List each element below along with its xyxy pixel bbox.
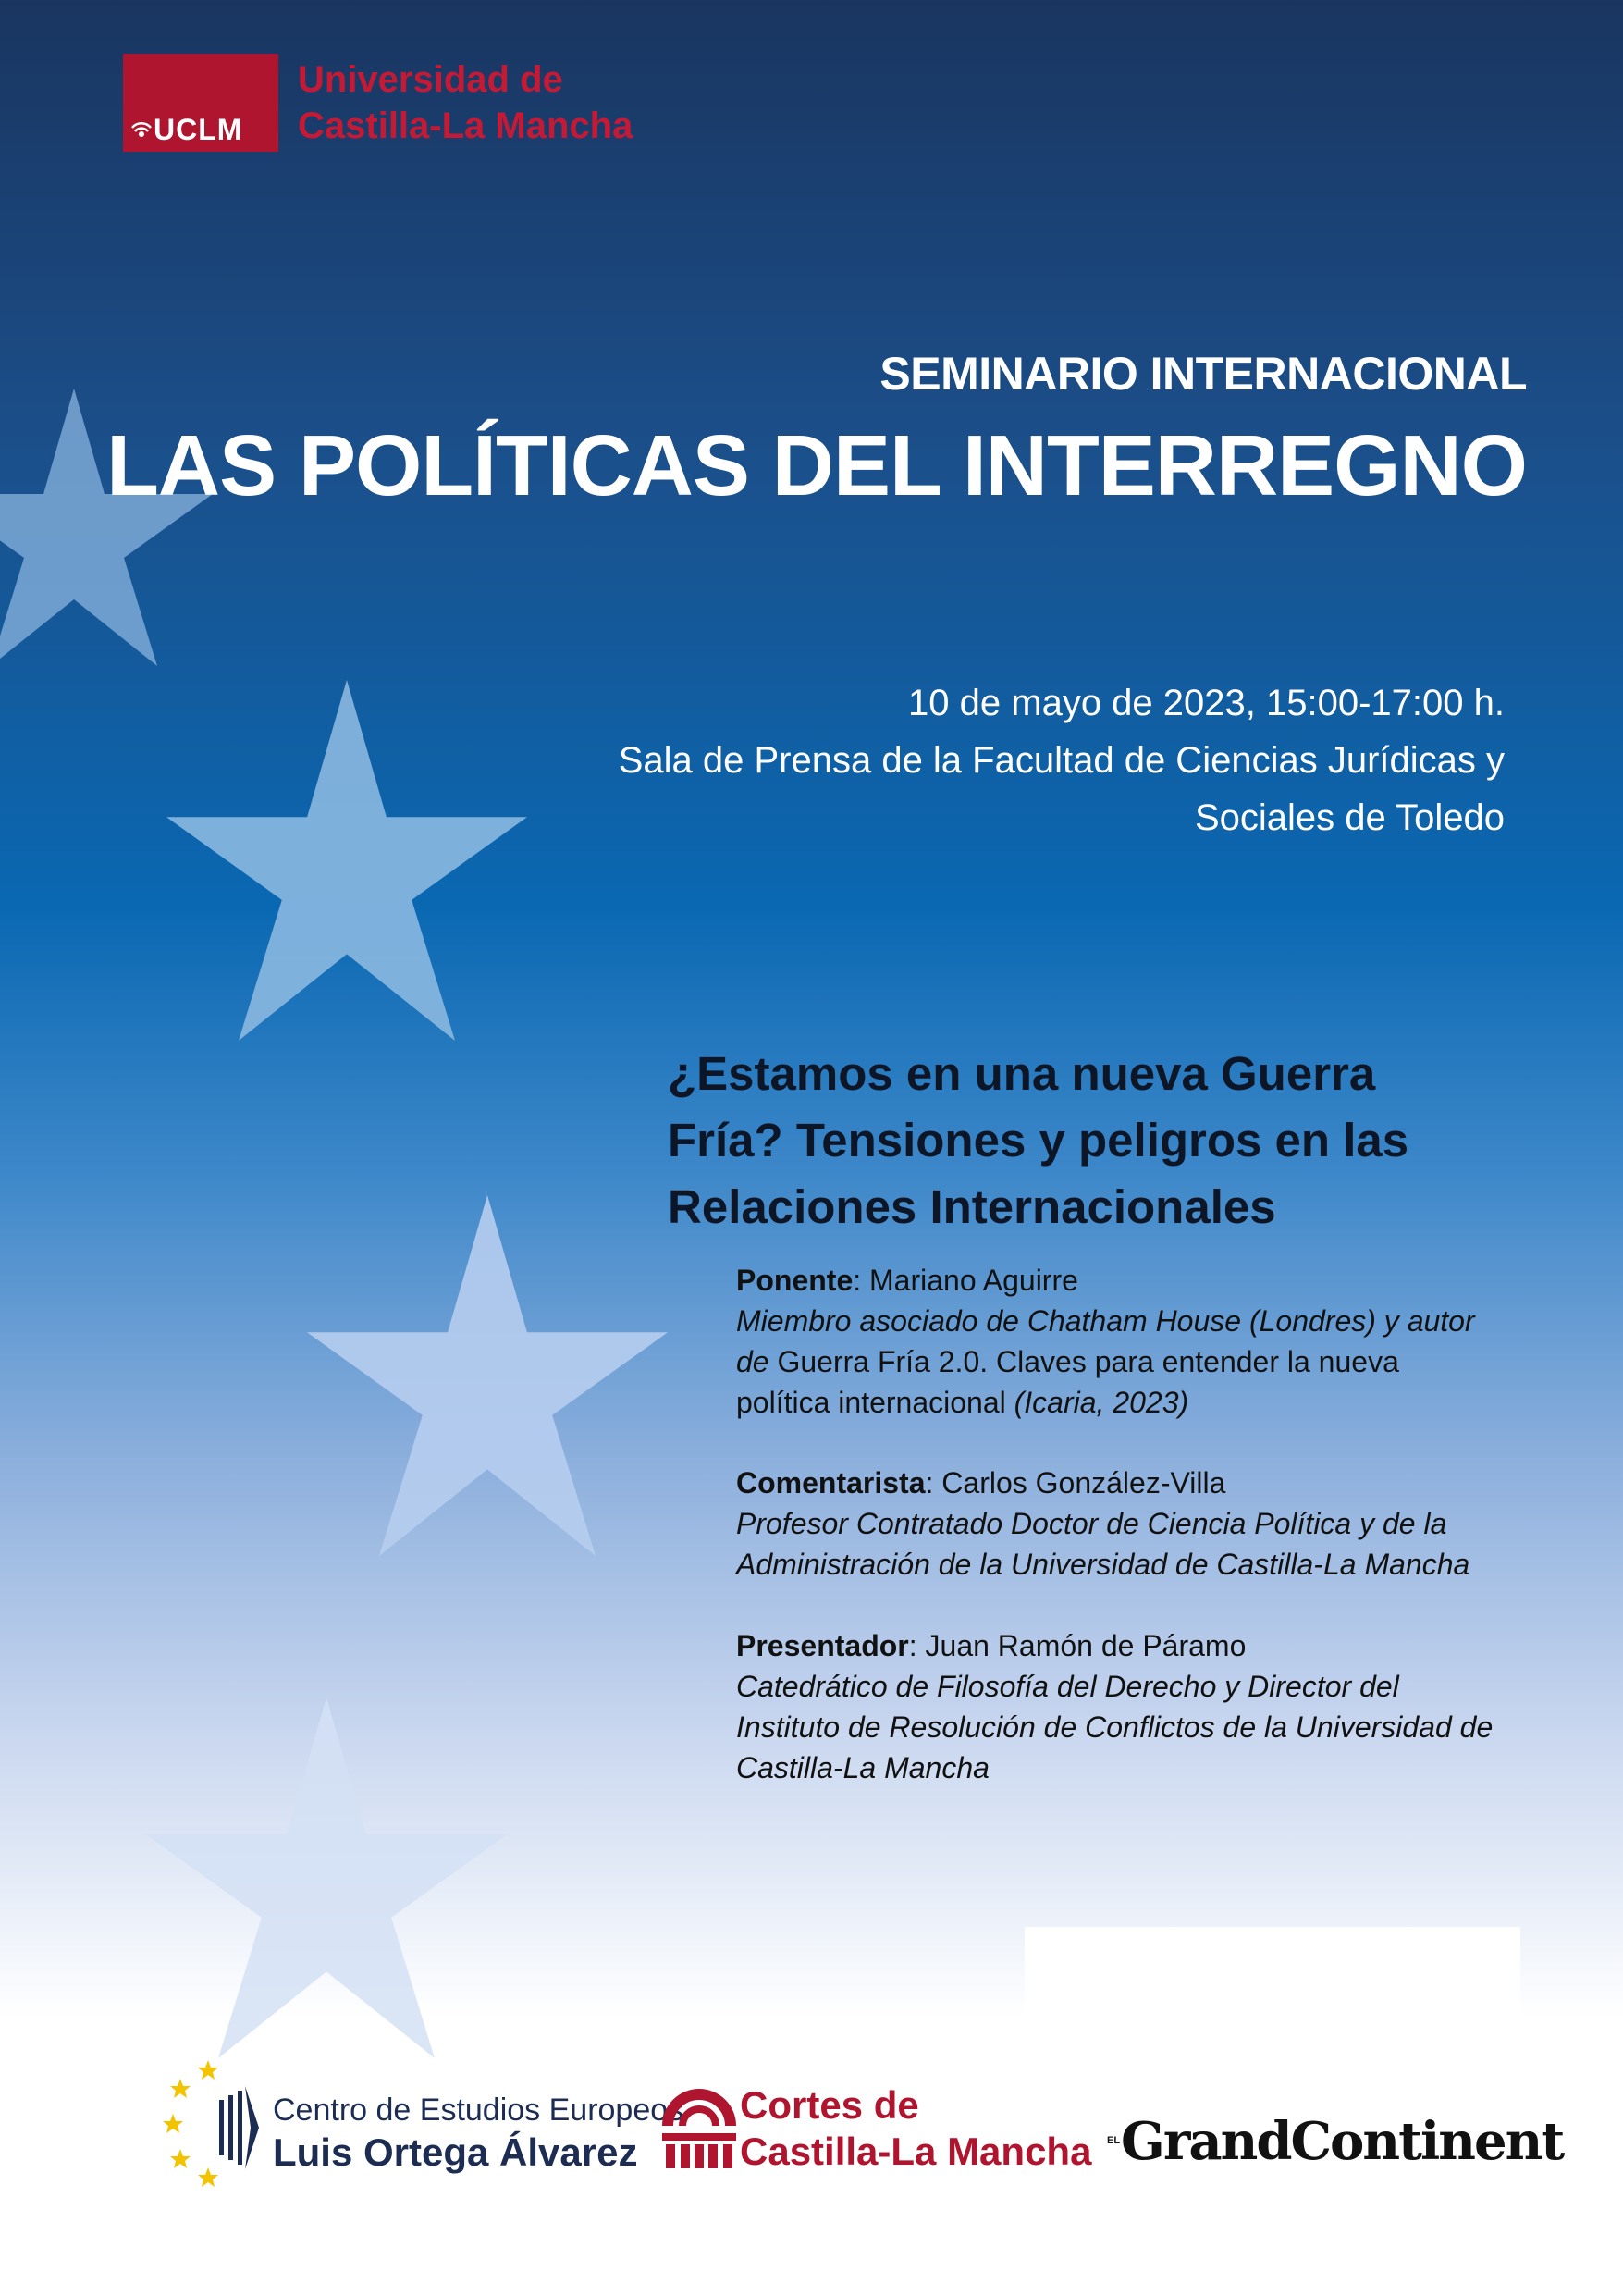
ponente-role: Ponente	[736, 1264, 854, 1297]
presentador-name: : Juan Ramón de Páramo	[908, 1629, 1247, 1662]
star-icon	[137, 1697, 516, 2058]
comentarista-line1: Profesor Contratado Doctor de Ciencia Política y de la	[736, 1507, 1447, 1540]
comentarista-line2: Administración de la Universidad de Castilla-La Mancha	[736, 1548, 1470, 1581]
ponente-book-title: Guerra Fría 2.0. Claves para entender la nueva	[768, 1345, 1399, 1378]
university-name-line1: Universidad de	[298, 59, 563, 100]
ponente-line1: Miembro asociado de Chatham House (Londres) y autor	[736, 1304, 1475, 1338]
presentador-role: Presentador	[736, 1629, 909, 1662]
event-date: 10 de mayo de 2023, 15:00-17:00 h.	[908, 683, 1505, 723]
comentarista-name: : Carlos González-Villa	[925, 1466, 1226, 1500]
blank-panel	[1025, 1927, 1520, 2019]
event-title: LAS POLÍTICAS DEL INTERREGNO	[106, 417, 1527, 513]
ponente-line2-pre: de	[736, 1345, 769, 1378]
cortes-name-line1: Cortes de	[740, 2083, 919, 2127]
presentador-line3: Castilla-La Mancha	[736, 1751, 990, 1784]
event-venue-line2: Sociales de Toledo	[1194, 797, 1505, 838]
eu-stars-icon	[162, 2058, 264, 2197]
ponente-book-title-cont: política internacional	[736, 1386, 1006, 1419]
uclm-logo-text: UCLM	[154, 113, 243, 146]
talk-title-line1: ¿Estamos en una nueva Guerra	[668, 1047, 1376, 1100]
star-icon	[0, 352, 213, 703]
talk-title	[668, 1041, 1574, 1241]
cortes-logo-icon	[662, 2081, 736, 2170]
event-kicker: SEMINARIO INTERNACIONAL	[879, 348, 1527, 400]
wifi-icon	[131, 120, 152, 141]
ponente-publisher: (Icaria, 2023)	[1005, 1386, 1189, 1419]
star-icon	[298, 1195, 677, 1556]
comentarista-block	[736, 1463, 1568, 1585]
presentador-block	[736, 1625, 1568, 1788]
grand-continent-prefix: EL	[1107, 2135, 1121, 2146]
ponente-block	[736, 1260, 1568, 1423]
presentador-line2: Instituto de Resolución de Conflictos de la Universidad de	[736, 1710, 1494, 1744]
event-venue-line1: Sala de Prensa de la Facultad de Ciencias Jurídicas y	[618, 740, 1505, 781]
centro-name-line1: Centro de Estudios Europeos	[273, 2092, 684, 2128]
star-icon	[157, 680, 536, 1041]
centro-name-line2: Luis Ortega Álvarez	[273, 2130, 638, 2174]
cortes-name-line2: Castilla-La Mancha	[740, 2129, 1092, 2173]
comentarista-role: Comentarista	[736, 1466, 926, 1500]
talk-title-line3: Relaciones Internacionales	[668, 1180, 1276, 1233]
talk-title-line2: Fría? Tensiones y peligros en las	[668, 1114, 1409, 1167]
grand-continent-logo: GrandContinent	[1121, 2111, 1564, 2172]
presentador-line1: Catedrático de Filosofía del Derecho y Director del	[736, 1670, 1399, 1703]
ponente-name: : Mariano Aguirre	[853, 1264, 1078, 1297]
university-name-line2: Castilla-La Mancha	[298, 105, 633, 146]
